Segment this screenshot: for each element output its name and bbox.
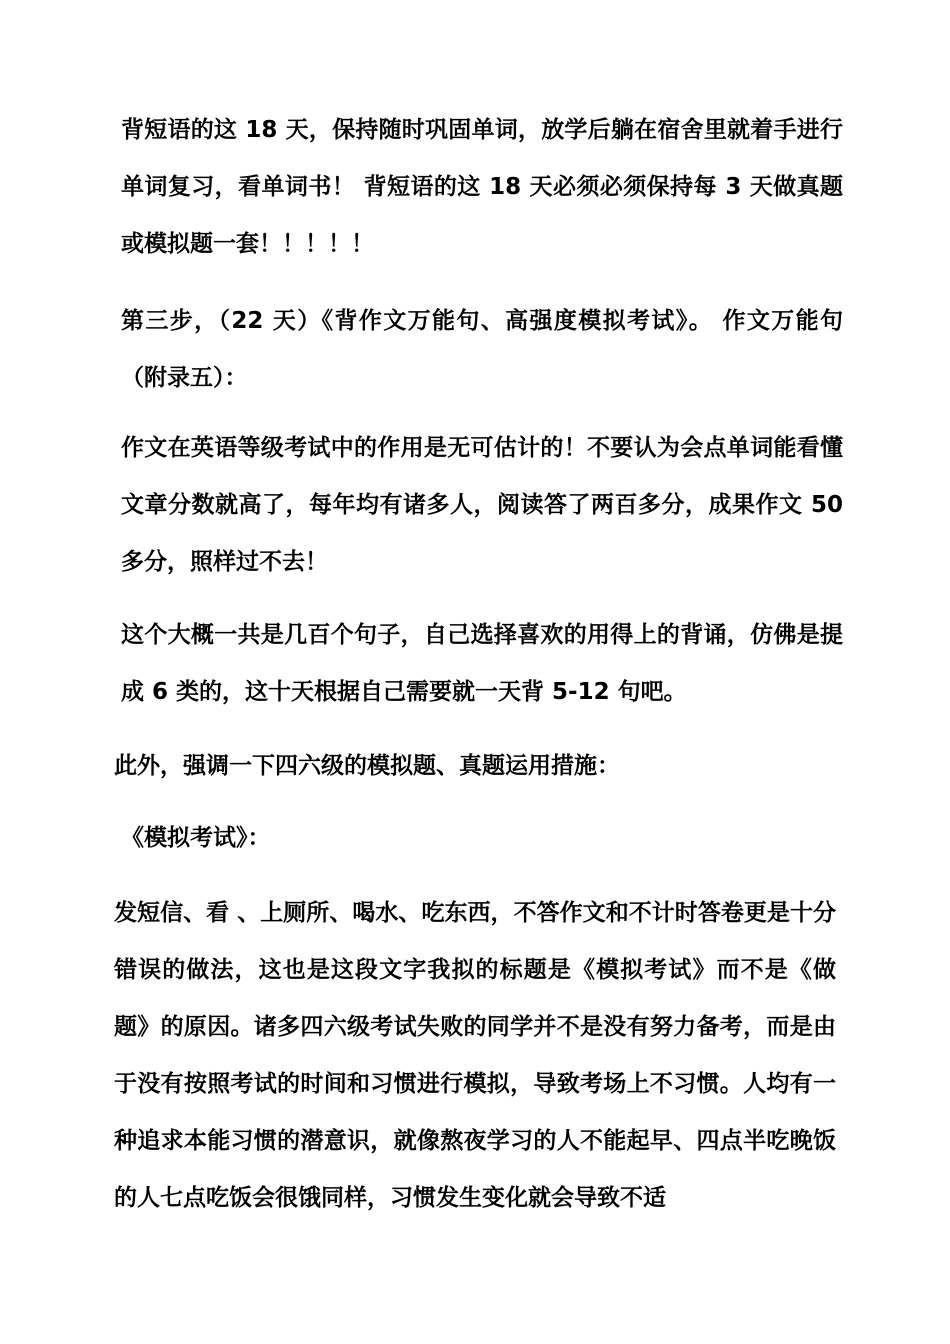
- paragraph-5: 此外，强调一下四六级的模拟题、真题运用措施：: [114, 753, 620, 779]
- paragraph-7: 发短信、看 、上厕所、喝水、吃东西，不答作文和不计时答卷更是十分错误的做法，这也是这段文字我拟的标题是《模拟考试》而不是《做题》的原因。诸多四六级考试失败的同学并不是没有努力备考，而是由于没有按照考试的时间和习惯进行模拟，导致考场上不习惯。人均有一种追求本能习惯的潜意识，就像熬夜学习的人不能起早、四点半吃晚饭的人七点吃饭会很饿同样，习惯发生变化就会导致不适: [114, 900, 836, 1211]
- paragraph-2: 第三步，（22 天）《背作文万能句、高强度模拟考试》。 作文万能句（附录五）：: [121, 308, 843, 391]
- paragraph-6: 《模拟考试》：: [121, 825, 271, 851]
- paragraph-3: 作文在英语等级考试中的作用是无可估计的！不要认为会点单词能看懂文章分数就高了，每年均有诸多人，阅读答了两百多分，成果作文 50 多分，照样过不去！: [121, 435, 843, 575]
- paragraph-4: 这个大概一共是几百个句子，自己选择喜欢的用得上的背诵，仿佛是提成 6 类的，这十天根据自己需要就一天背 5-12 句吧。: [121, 622, 843, 705]
- paragraph-1: 背短语的这 18 天，保持随时巩固单词，放学后躺在宿舍里就着手进行单词复习，看单词书！ 背短语的这 18 天必须必须保持每 3 天做真题或模拟题一套！！！！！: [121, 117, 844, 257]
